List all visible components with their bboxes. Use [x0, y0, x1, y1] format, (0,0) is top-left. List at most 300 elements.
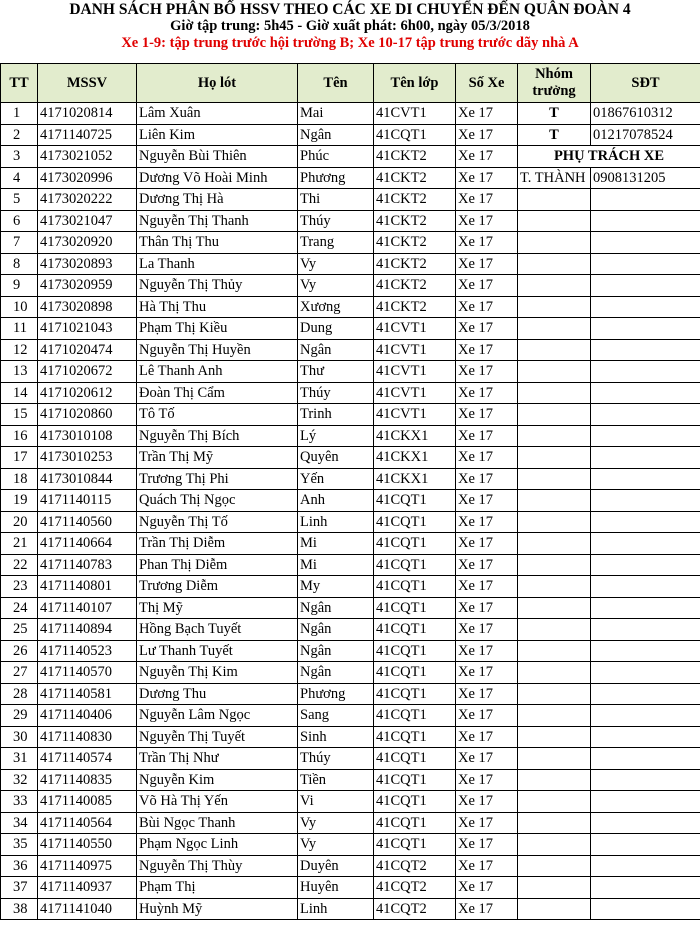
- table-row: [1, 726, 700, 748]
- cell-holot: Võ Hà Thị Yến: [137, 791, 298, 813]
- cell-tt: 23: [1, 576, 38, 598]
- cell-holot: Nguyễn Thị Thanh: [137, 210, 298, 232]
- cell-tt: 7: [1, 232, 38, 254]
- table-row: [1, 812, 700, 834]
- cell-ten: Ngân: [298, 619, 374, 641]
- cell-sdt: [591, 447, 700, 469]
- cell-xe: Xe 17: [456, 167, 518, 189]
- table-row: [1, 447, 700, 469]
- cell-sdt: [591, 296, 700, 318]
- cell-sdt: [591, 490, 700, 512]
- cell-nhom-truong: [518, 877, 591, 899]
- cell-xe: Xe 17: [456, 748, 518, 770]
- cell-lop: 41CQT2: [374, 855, 456, 877]
- table-row: [1, 748, 700, 770]
- cell-xe: Xe 17: [456, 318, 518, 340]
- cell-tt: 24: [1, 597, 38, 619]
- cell-ten: Xương: [298, 296, 374, 318]
- cell-holot: Nguyễn Thị Thủy: [137, 275, 298, 297]
- cell-mssv: 4173020996: [38, 167, 137, 189]
- cell-tt: 19: [1, 490, 38, 512]
- cell-tt: 1: [1, 103, 38, 125]
- cell-xe: Xe 17: [456, 511, 518, 533]
- cell-tt: 36: [1, 855, 38, 877]
- cell-mssv: 4171140581: [38, 683, 137, 705]
- cell-nhom-truong: [518, 748, 591, 770]
- table-row: [1, 146, 700, 168]
- cell-tt: 22: [1, 554, 38, 576]
- cell-nhom-truong: [518, 812, 591, 834]
- cell-ten: Phương: [298, 167, 374, 189]
- cell-tt: 3: [1, 146, 38, 168]
- cell-sdt: [591, 619, 700, 641]
- table-row: [1, 791, 700, 813]
- cell-ten: Dung: [298, 318, 374, 340]
- cell-mssv: 4173021047: [38, 210, 137, 232]
- cell-ten: Thúy: [298, 210, 374, 232]
- cell-lop: 41CQT1: [374, 490, 456, 512]
- cell-tt: 32: [1, 769, 38, 791]
- cell-mssv: 4171140560: [38, 511, 137, 533]
- cell-nhom-truong: [518, 791, 591, 813]
- cell-mssv: 4171140783: [38, 554, 137, 576]
- cell-holot: Quách Thị Ngọc: [137, 490, 298, 512]
- col-header-holot: Họ lót: [137, 64, 298, 103]
- table-row: [1, 210, 700, 232]
- cell-ten: Thúy: [298, 748, 374, 770]
- cell-lop: 41CQT1: [374, 812, 456, 834]
- cell-holot: Nguyễn Thị Tố: [137, 511, 298, 533]
- cell-nhom-truong: [518, 447, 591, 469]
- cell-nhom-truong: [518, 468, 591, 490]
- table-row: [1, 576, 700, 598]
- cell-xe: Xe 17: [456, 103, 518, 125]
- cell-ten: Phương: [298, 683, 374, 705]
- cell-nhom-truong: [518, 511, 591, 533]
- cell-nhom-truong: [518, 640, 591, 662]
- cell-nhom-truong: [518, 662, 591, 684]
- cell-nhom-truong: [518, 232, 591, 254]
- cell-lop: 41CVT1: [374, 103, 456, 125]
- cell-sdt: 01217078524: [591, 124, 700, 146]
- cell-xe: Xe 17: [456, 898, 518, 920]
- cell-sdt: [591, 812, 700, 834]
- cell-holot: Lư Thanh Tuyết: [137, 640, 298, 662]
- table-row: [1, 554, 700, 576]
- table-row: [1, 318, 700, 340]
- cell-xe: Xe 17: [456, 597, 518, 619]
- cell-tt: 26: [1, 640, 38, 662]
- cell-sdt: [591, 834, 700, 856]
- col-header-lop: Tên lớp: [374, 64, 456, 103]
- cell-lop: 41CQT1: [374, 726, 456, 748]
- cell-xe: Xe 17: [456, 877, 518, 899]
- cell-xe: Xe 17: [456, 146, 518, 168]
- cell-lop: 41CQT2: [374, 877, 456, 899]
- table-row: [1, 296, 700, 318]
- cell-lop: 41CQT1: [374, 705, 456, 727]
- cell-holot: Nguyễn Thị Thùy: [137, 855, 298, 877]
- cell-ten: Thúy: [298, 382, 374, 404]
- cell-xe: Xe 17: [456, 769, 518, 791]
- cell-xe: Xe 17: [456, 404, 518, 426]
- cell-holot: Phạm Ngọc Linh: [137, 834, 298, 856]
- cell-lop: 41CQT1: [374, 554, 456, 576]
- cell-mssv: 4171140115: [38, 490, 137, 512]
- cell-mssv: 4171020474: [38, 339, 137, 361]
- cell-nhom-truong: [518, 769, 591, 791]
- cell-holot: Nguyễn Thị Kim: [137, 662, 298, 684]
- cell-sdt: [591, 210, 700, 232]
- cell-ten: Vy: [298, 834, 374, 856]
- cell-sdt: [591, 339, 700, 361]
- cell-tt: 21: [1, 533, 38, 555]
- cell-tt: 33: [1, 791, 38, 813]
- table-row: [1, 103, 700, 125]
- cell-holot: Phạm Thị: [137, 877, 298, 899]
- cell-phu-trach-xe: PHỤ TRÁCH XE: [518, 146, 700, 168]
- cell-tt: 6: [1, 210, 38, 232]
- cell-ten: Thi: [298, 189, 374, 211]
- cell-mssv: 4173020920: [38, 232, 137, 254]
- table-row: [1, 511, 700, 533]
- cell-ten: Yến: [298, 468, 374, 490]
- cell-ten: Ngân: [298, 339, 374, 361]
- cell-sdt: [591, 640, 700, 662]
- cell-sdt: [591, 189, 700, 211]
- cell-xe: Xe 17: [456, 533, 518, 555]
- cell-nhom-truong: [518, 619, 591, 641]
- cell-tt: 25: [1, 619, 38, 641]
- cell-xe: Xe 17: [456, 726, 518, 748]
- cell-lop: 41CQT1: [374, 791, 456, 813]
- cell-tt: 5: [1, 189, 38, 211]
- table-row: [1, 769, 700, 791]
- cell-nhom-truong: [518, 683, 591, 705]
- col-header-tt: TT: [1, 64, 38, 103]
- cell-xe: Xe 17: [456, 382, 518, 404]
- cell-xe: Xe 17: [456, 640, 518, 662]
- cell-sdt: [591, 554, 700, 576]
- cell-holot: La Thanh: [137, 253, 298, 275]
- cell-lop: 41CQT1: [374, 834, 456, 856]
- cell-mssv: 4171020860: [38, 404, 137, 426]
- cell-lop: 41CVT1: [374, 404, 456, 426]
- col-header-sdt: SĐT: [591, 64, 700, 103]
- cell-tt: 15: [1, 404, 38, 426]
- cell-sdt: [591, 597, 700, 619]
- cell-xe: Xe 17: [456, 425, 518, 447]
- cell-holot: Thị Mỹ: [137, 597, 298, 619]
- table-row: [1, 232, 700, 254]
- cell-holot: Trần Thị Diễm: [137, 533, 298, 555]
- table-row: [1, 640, 700, 662]
- cell-nhom-truong: [518, 726, 591, 748]
- document-header: [0, 0, 700, 52]
- cell-mssv: 4171141040: [38, 898, 137, 920]
- cell-sdt: [591, 511, 700, 533]
- cell-sdt: [591, 683, 700, 705]
- cell-holot: Dương Thu: [137, 683, 298, 705]
- cell-sdt: [591, 404, 700, 426]
- cell-mssv: 4171140574: [38, 748, 137, 770]
- cell-lop: 41CKT2: [374, 210, 456, 232]
- cell-tt: 20: [1, 511, 38, 533]
- cell-ten: Ngân: [298, 640, 374, 662]
- cell-ten: Phúc: [298, 146, 374, 168]
- cell-xe: Xe 17: [456, 619, 518, 641]
- cell-nhom-truong: [518, 834, 591, 856]
- cell-ten: Quyên: [298, 447, 374, 469]
- col-header-nhom-truong: Nhóm trưởng: [518, 64, 591, 103]
- cell-ten: Thư: [298, 361, 374, 383]
- cell-mssv: 4171140564: [38, 812, 137, 834]
- cell-holot: Dương Thị Hà: [137, 189, 298, 211]
- cell-xe: Xe 17: [456, 447, 518, 469]
- col-header-ten: Tên: [298, 64, 374, 103]
- document-subtitle: Giờ tập trung: 5h45 - Giờ xuất phát: 6h00, ngày 05/3/2018: [170, 18, 530, 34]
- cell-nhom-truong: [518, 705, 591, 727]
- cell-ten: Vy: [298, 253, 374, 275]
- cell-mssv: 4173020898: [38, 296, 137, 318]
- cell-holot: Lâm Xuân: [137, 103, 298, 125]
- cell-tt: 14: [1, 382, 38, 404]
- table-row: [1, 382, 700, 404]
- cell-holot: Nguyễn Thị Bích: [137, 425, 298, 447]
- cell-xe: Xe 17: [456, 812, 518, 834]
- cell-lop: 41CQT1: [374, 597, 456, 619]
- cell-nhom-truong: [518, 361, 591, 383]
- cell-holot: Liên Kim: [137, 124, 298, 146]
- cell-holot: Phan Thị Diễm: [137, 554, 298, 576]
- cell-mssv: 4171020672: [38, 361, 137, 383]
- student-bus-table: [0, 63, 700, 920]
- cell-lop: 41CQT1: [374, 662, 456, 684]
- cell-tt: 34: [1, 812, 38, 834]
- cell-lop: 41CVT1: [374, 318, 456, 340]
- cell-lop: 41CQT1: [374, 619, 456, 641]
- table-row: [1, 877, 700, 899]
- cell-xe: Xe 17: [456, 253, 518, 275]
- cell-lop: 41CQT1: [374, 533, 456, 555]
- cell-lop: 41CVT1: [374, 382, 456, 404]
- cell-mssv: 4171140570: [38, 662, 137, 684]
- cell-mssv: 4171140975: [38, 855, 137, 877]
- cell-ten: Sinh: [298, 726, 374, 748]
- cell-nhom-truong: T: [518, 103, 591, 125]
- cell-lop: 41CQT1: [374, 640, 456, 662]
- col-header-mssv: MSSV: [38, 64, 137, 103]
- cell-holot: Trương Thị Phi: [137, 468, 298, 490]
- table-row: [1, 683, 700, 705]
- cell-holot: Lê Thanh Anh: [137, 361, 298, 383]
- cell-ten: Duyên: [298, 855, 374, 877]
- cell-holot: Nguyễn Kim: [137, 769, 298, 791]
- cell-ten: Mi: [298, 533, 374, 555]
- cell-sdt: [591, 232, 700, 254]
- cell-ten: Ngân: [298, 124, 374, 146]
- cell-holot: Hồng Bạch Tuyết: [137, 619, 298, 641]
- cell-nhom-truong: [518, 339, 591, 361]
- cell-nhom-truong: T: [518, 124, 591, 146]
- cell-holot: Dương Võ Hoài Minh: [137, 167, 298, 189]
- cell-holot: Nguyễn Bùi Thiên: [137, 146, 298, 168]
- cell-tt: 18: [1, 468, 38, 490]
- cell-sdt: [591, 533, 700, 555]
- cell-mssv: 4171140550: [38, 834, 137, 856]
- table-row: [1, 275, 700, 297]
- cell-sdt: 0908131205: [591, 167, 700, 189]
- cell-tt: 13: [1, 361, 38, 383]
- table-row: [1, 490, 700, 512]
- cell-lop: 41CQT1: [374, 769, 456, 791]
- cell-lop: 41CQT1: [374, 748, 456, 770]
- cell-sdt: [591, 855, 700, 877]
- cell-sdt: [591, 898, 700, 920]
- cell-sdt: [591, 468, 700, 490]
- cell-sdt: [591, 748, 700, 770]
- document-title: DANH SÁCH PHÂN BỔ HSSV THEO CÁC XE DI CHUYỂN ĐẾN QUÂN ĐOÀN 4: [69, 1, 631, 18]
- cell-sdt: 01867610312: [591, 103, 700, 125]
- cell-tt: 10: [1, 296, 38, 318]
- cell-lop: 41CKT2: [374, 146, 456, 168]
- col-header-so-xe: Số Xe: [456, 64, 518, 103]
- table-row: [1, 189, 700, 211]
- cell-xe: Xe 17: [456, 855, 518, 877]
- cell-mssv: 4171140725: [38, 124, 137, 146]
- cell-nhom-truong: [518, 296, 591, 318]
- cell-tt: 2: [1, 124, 38, 146]
- cell-sdt: [591, 382, 700, 404]
- cell-nhom-truong: [518, 210, 591, 232]
- cell-xe: Xe 17: [456, 210, 518, 232]
- cell-nhom-truong: [518, 597, 591, 619]
- table-row: [1, 662, 700, 684]
- cell-lop: 41CKT2: [374, 253, 456, 275]
- table-row: [1, 533, 700, 555]
- cell-holot: Trần Thị Như: [137, 748, 298, 770]
- cell-tt: 35: [1, 834, 38, 856]
- cell-tt: 37: [1, 877, 38, 899]
- cell-mssv: 4171020612: [38, 382, 137, 404]
- cell-lop: 41CKT2: [374, 167, 456, 189]
- cell-mssv: 4171140107: [38, 597, 137, 619]
- cell-ten: Linh: [298, 511, 374, 533]
- cell-ten: Huyên: [298, 877, 374, 899]
- table-row: [1, 339, 700, 361]
- cell-mssv: 4173010108: [38, 425, 137, 447]
- cell-nhom-truong: [518, 425, 591, 447]
- cell-xe: Xe 17: [456, 468, 518, 490]
- cell-tt: 16: [1, 425, 38, 447]
- cell-ten: Vy: [298, 275, 374, 297]
- cell-xe: Xe 17: [456, 576, 518, 598]
- cell-xe: Xe 17: [456, 490, 518, 512]
- cell-mssv: 4171140830: [38, 726, 137, 748]
- cell-lop: 41CKT2: [374, 275, 456, 297]
- cell-lop: 41CQT1: [374, 683, 456, 705]
- cell-lop: 41CKX1: [374, 425, 456, 447]
- cell-ten: Mi: [298, 554, 374, 576]
- cell-mssv: 4173020959: [38, 275, 137, 297]
- table-row: [1, 167, 700, 189]
- cell-sdt: [591, 576, 700, 598]
- cell-ten: Ngân: [298, 597, 374, 619]
- table-row: [1, 425, 700, 447]
- cell-lop: 41CKX1: [374, 468, 456, 490]
- cell-sdt: [591, 361, 700, 383]
- cell-holot: Nguyễn Thị Tuyết: [137, 726, 298, 748]
- cell-sdt: [591, 877, 700, 899]
- cell-xe: Xe 17: [456, 662, 518, 684]
- cell-ten: Sang: [298, 705, 374, 727]
- cell-nhom-truong: T. THÀNH: [518, 167, 591, 189]
- cell-mssv: 4173010844: [38, 468, 137, 490]
- cell-xe: Xe 17: [456, 124, 518, 146]
- cell-holot: Trần Thị Mỹ: [137, 447, 298, 469]
- cell-mssv: 4173020893: [38, 253, 137, 275]
- cell-lop: 41CQT2: [374, 898, 456, 920]
- cell-lop: 41CKX1: [374, 447, 456, 469]
- cell-nhom-truong: [518, 382, 591, 404]
- cell-nhom-truong: [518, 533, 591, 555]
- cell-mssv: 4171140406: [38, 705, 137, 727]
- cell-xe: Xe 17: [456, 275, 518, 297]
- cell-lop: 41CKT2: [374, 232, 456, 254]
- cell-xe: Xe 17: [456, 296, 518, 318]
- cell-xe: Xe 17: [456, 232, 518, 254]
- cell-mssv: 4173021052: [38, 146, 137, 168]
- table-row: [1, 705, 700, 727]
- cell-lop: 41CQT1: [374, 511, 456, 533]
- table-row: [1, 834, 700, 856]
- cell-holot: Hà Thị Thu: [137, 296, 298, 318]
- cell-mssv: 4171140523: [38, 640, 137, 662]
- cell-lop: 41CVT1: [374, 361, 456, 383]
- cell-mssv: 4171140835: [38, 769, 137, 791]
- cell-holot: Huỳnh Mỹ: [137, 898, 298, 920]
- cell-xe: Xe 17: [456, 339, 518, 361]
- cell-ten: Tiền: [298, 769, 374, 791]
- cell-mssv: 4173010253: [38, 447, 137, 469]
- cell-tt: 29: [1, 705, 38, 727]
- cell-holot: Đoàn Thị Cẩm: [137, 382, 298, 404]
- cell-tt: 38: [1, 898, 38, 920]
- cell-xe: Xe 17: [456, 189, 518, 211]
- cell-nhom-truong: [518, 404, 591, 426]
- cell-ten: Ngân: [298, 662, 374, 684]
- cell-mssv: 4173020222: [38, 189, 137, 211]
- cell-holot: Nguyễn Lâm Ngọc: [137, 705, 298, 727]
- cell-ten: Trinh: [298, 404, 374, 426]
- cell-lop: 41CVT1: [374, 339, 456, 361]
- cell-ten: My: [298, 576, 374, 598]
- cell-xe: Xe 17: [456, 834, 518, 856]
- cell-xe: Xe 17: [456, 791, 518, 813]
- cell-ten: Anh: [298, 490, 374, 512]
- cell-nhom-truong: [518, 189, 591, 211]
- cell-tt: 31: [1, 748, 38, 770]
- cell-sdt: [591, 705, 700, 727]
- cell-holot: Trương Diễm: [137, 576, 298, 598]
- table-row: [1, 361, 700, 383]
- cell-holot: Phạm Thị Kiều: [137, 318, 298, 340]
- cell-sdt: [591, 253, 700, 275]
- cell-tt: 4: [1, 167, 38, 189]
- cell-holot: Thân Thị Thu: [137, 232, 298, 254]
- cell-lop: 41CKT2: [374, 189, 456, 211]
- cell-tt: 11: [1, 318, 38, 340]
